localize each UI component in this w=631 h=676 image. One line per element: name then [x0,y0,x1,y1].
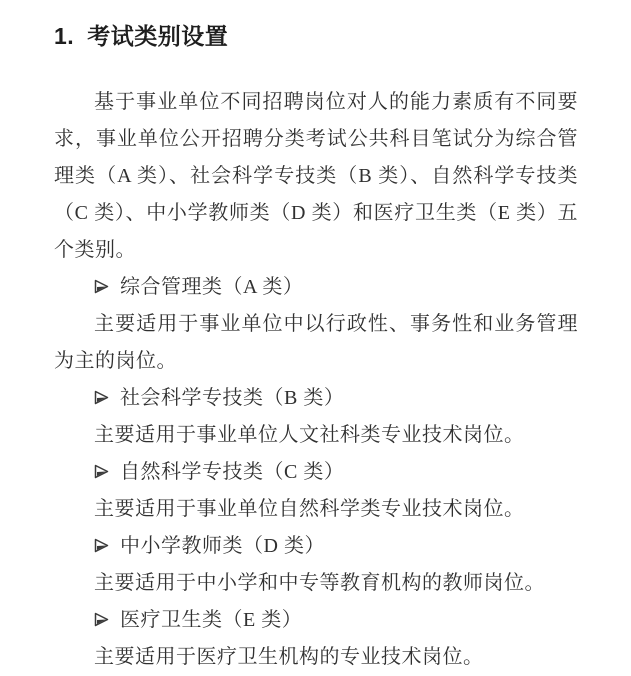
category-item-b [54,380,578,417]
category-item-d [54,528,578,565]
category-description: 主要适用于医疗卫生机构的专业技术岗位。 [94,646,484,668]
arrow-bullet-icon [94,380,109,417]
section-heading [54,20,578,52]
category-item-e [54,602,578,639]
section-number: 1. [54,23,75,49]
arrow-bullet-icon [94,528,109,565]
arrow-bullet-icon [94,269,109,306]
category-label: 综合管理类（A 类） [120,276,304,298]
category-label: 医疗卫生类（E 类） [120,609,303,631]
category-item-a [54,269,578,306]
category-label: 中小学教师类（D 类） [120,535,325,557]
category-description: 主要适用于事业单位人文社科类专业技术岗位。 [94,424,525,446]
arrow-bullet-icon [94,454,109,491]
section-title: 考试类别设置 [87,23,229,49]
category-description: 主要适用于中小学和中专等教育机构的教师岗位。 [94,572,545,594]
category-item-c [54,454,578,491]
arrow-bullet-icon [94,602,109,639]
category-label: 自然科学专技类（C 类） [120,461,345,483]
category-description: 主要适用于事业单位中以行政性、事务性和业务管理为主的岗位。 [54,313,578,372]
intro-paragraph: 基于事业单位不同招聘岗位对人的能力素质有不同要求，事业单位公开招聘分类考试公共科目笔试分为综合管理类（A 类）、社会科学专技类（B 类）、自然科学专技类（C 类）、中小学教师类（D 类）和医疗卫生类（E 类）五个类别。 [54,91,578,261]
category-label: 社会科学专技类（B 类） [120,387,345,409]
category-description: 主要适用于事业单位自然科学类专业技术岗位。 [94,498,525,520]
